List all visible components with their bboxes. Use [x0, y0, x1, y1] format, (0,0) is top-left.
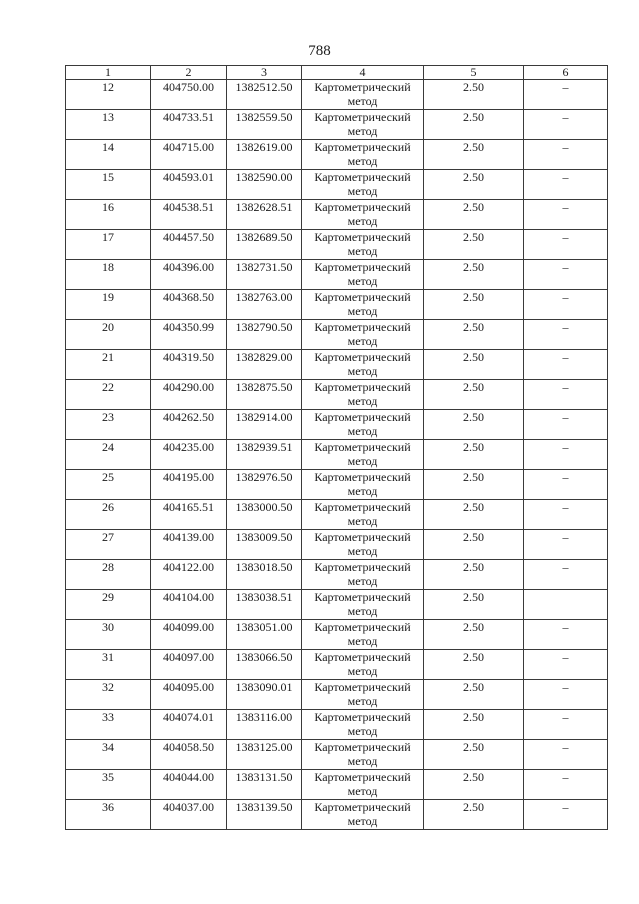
method-line-2: метод	[347, 664, 378, 678]
point-number: 34	[66, 740, 151, 770]
method-line-1: Картометрический	[314, 290, 411, 304]
accuracy-value: 2.50	[424, 170, 524, 200]
page-number: 788	[308, 43, 331, 59]
method-cell	[302, 470, 424, 500]
method-line-1: Картометрический	[314, 620, 411, 634]
method-line-2: метод	[347, 604, 378, 618]
point-number: 18	[66, 260, 151, 290]
accuracy-value: 2.50	[424, 770, 524, 800]
accuracy-value: 2.50	[424, 140, 524, 170]
method-cell	[302, 380, 424, 410]
accuracy-value: 2.50	[424, 650, 524, 680]
method-line-1: Картометрический	[314, 770, 411, 784]
note-value: –	[524, 230, 608, 260]
coordinate-x: 404122.00	[151, 560, 227, 590]
coordinate-x: 404593.01	[151, 170, 227, 200]
accuracy-value: 2.50	[424, 410, 524, 440]
coordinate-y: 1382689.50	[227, 230, 302, 260]
point-number: 25	[66, 470, 151, 500]
note-value: –	[524, 800, 608, 830]
method-cell	[302, 320, 424, 350]
coordinate-x: 404058.50	[151, 740, 227, 770]
note-value: –	[524, 440, 608, 470]
method-line-1: Картометрический	[314, 140, 411, 154]
coordinate-y: 1383125.00	[227, 740, 302, 770]
note-value: –	[524, 80, 608, 110]
accuracy-value: 2.50	[424, 560, 524, 590]
coordinate-x: 404733.51	[151, 110, 227, 140]
accuracy-value: 2.50	[424, 590, 524, 620]
note-value: –	[524, 200, 608, 230]
method-cell	[302, 500, 424, 530]
coordinate-x: 404750.00	[151, 80, 227, 110]
table-row	[66, 800, 608, 830]
table-row	[66, 140, 608, 170]
coordinate-x: 404099.00	[151, 620, 227, 650]
header-col-1: 1	[66, 66, 151, 80]
coordinate-x: 404195.00	[151, 470, 227, 500]
note-value: –	[524, 350, 608, 380]
table-row	[66, 170, 608, 200]
table-row	[66, 470, 608, 500]
point-number: 24	[66, 440, 151, 470]
note-value	[524, 590, 608, 620]
accuracy-value: 2.50	[424, 470, 524, 500]
note-value: –	[524, 530, 608, 560]
method-cell	[302, 140, 424, 170]
method-line-1: Картометрический	[314, 740, 411, 754]
header-col-5: 5	[424, 66, 524, 80]
method-cell	[302, 110, 424, 140]
method-line-2: метод	[347, 754, 378, 768]
method-line-2: метод	[347, 364, 378, 378]
point-number: 15	[66, 170, 151, 200]
accuracy-value: 2.50	[424, 290, 524, 320]
method-line-1: Картометрический	[314, 680, 411, 694]
coordinate-y: 1383051.00	[227, 620, 302, 650]
accuracy-value: 2.50	[424, 380, 524, 410]
table-row	[66, 560, 608, 590]
note-value: –	[524, 170, 608, 200]
point-number: 13	[66, 110, 151, 140]
note-value: –	[524, 110, 608, 140]
note-value: –	[524, 740, 608, 770]
method-line-1: Картометрический	[314, 380, 411, 394]
coordinate-x: 404457.50	[151, 230, 227, 260]
table-row	[66, 350, 608, 380]
coordinate-x: 404396.00	[151, 260, 227, 290]
table-row	[66, 590, 608, 620]
coordinate-y: 1383038.51	[227, 590, 302, 620]
note-value: –	[524, 320, 608, 350]
method-line-1: Картометрический	[314, 650, 411, 664]
method-cell	[302, 440, 424, 470]
note-value: –	[524, 470, 608, 500]
method-cell	[302, 80, 424, 110]
table-row	[66, 110, 608, 140]
table-row	[66, 320, 608, 350]
accuracy-value: 2.50	[424, 800, 524, 830]
method-cell	[302, 200, 424, 230]
coordinate-x: 404319.50	[151, 350, 227, 380]
coordinate-y: 1382731.50	[227, 260, 302, 290]
table-row	[66, 770, 608, 800]
table-row	[66, 200, 608, 230]
method-line-1: Картометрический	[314, 230, 411, 244]
method-line-1: Картометрический	[314, 170, 411, 184]
method-line-2: метод	[347, 574, 378, 588]
header-col-6: 6	[524, 66, 608, 80]
accuracy-value: 2.50	[424, 260, 524, 290]
coordinate-x: 404104.00	[151, 590, 227, 620]
method-line-2: метод	[347, 184, 378, 198]
note-value: –	[524, 680, 608, 710]
method-line-1: Картометрический	[314, 590, 411, 604]
method-cell	[302, 620, 424, 650]
coordinate-x: 404368.50	[151, 290, 227, 320]
coordinate-y: 1383116.00	[227, 710, 302, 740]
point-number: 32	[66, 680, 151, 710]
method-line-1: Картометрический	[314, 440, 411, 454]
coordinate-x: 404262.50	[151, 410, 227, 440]
accuracy-value: 2.50	[424, 230, 524, 260]
method-line-1: Картометрический	[314, 110, 411, 124]
table-row	[66, 80, 608, 110]
method-cell	[302, 170, 424, 200]
method-line-1: Картометрический	[314, 710, 411, 724]
coordinate-x: 404074.01	[151, 710, 227, 740]
table-row	[66, 680, 608, 710]
note-value: –	[524, 410, 608, 440]
method-line-1: Картометрический	[314, 470, 411, 484]
header-col-4: 4	[302, 66, 424, 80]
method-line-2: метод	[347, 304, 378, 318]
table-row	[66, 710, 608, 740]
coordinate-y: 1382559.50	[227, 110, 302, 140]
coordinate-y: 1382939.51	[227, 440, 302, 470]
method-cell	[302, 710, 424, 740]
point-number: 35	[66, 770, 151, 800]
table-body	[66, 80, 608, 830]
point-number: 28	[66, 560, 151, 590]
coordinate-x: 404037.00	[151, 800, 227, 830]
point-number: 12	[66, 80, 151, 110]
method-cell	[302, 560, 424, 590]
method-line-1: Картометрический	[314, 80, 411, 94]
table-row	[66, 620, 608, 650]
method-line-2: метод	[347, 784, 378, 798]
method-line-1: Картометрический	[314, 320, 411, 334]
method-line-2: метод	[347, 244, 378, 258]
accuracy-value: 2.50	[424, 350, 524, 380]
header-col-2: 2	[151, 66, 227, 80]
method-line-2: метод	[347, 484, 378, 498]
accuracy-value: 2.50	[424, 500, 524, 530]
point-number: 20	[66, 320, 151, 350]
method-line-2: метод	[347, 544, 378, 558]
table-row	[66, 530, 608, 560]
coordinate-y: 1383066.50	[227, 650, 302, 680]
coordinate-x: 404165.51	[151, 500, 227, 530]
method-line-1: Картометрический	[314, 260, 411, 274]
method-line-2: метод	[347, 514, 378, 528]
coordinate-x: 404139.00	[151, 530, 227, 560]
table-row	[66, 260, 608, 290]
note-value: –	[524, 260, 608, 290]
point-number: 16	[66, 200, 151, 230]
coordinate-y: 1382914.00	[227, 410, 302, 440]
method-line-2: метод	[347, 724, 378, 738]
method-cell	[302, 590, 424, 620]
accuracy-value: 2.50	[424, 80, 524, 110]
method-line-2: метод	[347, 154, 378, 168]
table-row	[66, 410, 608, 440]
point-number: 26	[66, 500, 151, 530]
header-col-3: 3	[227, 66, 302, 80]
coordinate-x: 404235.00	[151, 440, 227, 470]
method-line-2: метод	[347, 94, 378, 108]
point-number: 19	[66, 290, 151, 320]
method-cell	[302, 800, 424, 830]
coordinate-y: 1383018.50	[227, 560, 302, 590]
note-value: –	[524, 710, 608, 740]
accuracy-value: 2.50	[424, 530, 524, 560]
table-row	[66, 440, 608, 470]
method-cell	[302, 740, 424, 770]
accuracy-value: 2.50	[424, 320, 524, 350]
method-line-2: метод	[347, 124, 378, 138]
note-value: –	[524, 770, 608, 800]
point-number: 29	[66, 590, 151, 620]
accuracy-value: 2.50	[424, 680, 524, 710]
coordinate-y: 1383131.50	[227, 770, 302, 800]
method-line-2: метод	[347, 394, 378, 408]
coordinate-y: 1382628.51	[227, 200, 302, 230]
note-value: –	[524, 380, 608, 410]
note-value: –	[524, 500, 608, 530]
table-row	[66, 230, 608, 260]
coordinates-table	[65, 65, 608, 830]
point-number: 17	[66, 230, 151, 260]
method-line-1: Картометрический	[314, 410, 411, 424]
table-header-row	[66, 66, 608, 80]
coordinate-y: 1383090.01	[227, 680, 302, 710]
point-number: 14	[66, 140, 151, 170]
point-number: 27	[66, 530, 151, 560]
method-cell	[302, 230, 424, 260]
method-line-1: Картометрический	[314, 350, 411, 364]
table-row	[66, 650, 608, 680]
point-number: 30	[66, 620, 151, 650]
accuracy-value: 2.50	[424, 710, 524, 740]
method-line-2: метод	[347, 814, 378, 828]
point-number: 23	[66, 410, 151, 440]
method-line-1: Картометрический	[314, 200, 411, 214]
method-cell	[302, 350, 424, 380]
accuracy-value: 2.50	[424, 110, 524, 140]
coordinate-x: 404290.00	[151, 380, 227, 410]
coordinate-y: 1383000.50	[227, 500, 302, 530]
coordinate-x: 404097.00	[151, 650, 227, 680]
note-value: –	[524, 620, 608, 650]
coordinate-y: 1382512.50	[227, 80, 302, 110]
method-line-2: метод	[347, 274, 378, 288]
method-cell	[302, 650, 424, 680]
point-number: 22	[66, 380, 151, 410]
coordinate-x: 404715.00	[151, 140, 227, 170]
note-value: –	[524, 560, 608, 590]
coordinate-y: 1383009.50	[227, 530, 302, 560]
method-cell	[302, 260, 424, 290]
coordinate-x: 404350.99	[151, 320, 227, 350]
coordinate-y: 1383139.50	[227, 800, 302, 830]
coordinate-y: 1382790.50	[227, 320, 302, 350]
coordinate-y: 1382875.50	[227, 380, 302, 410]
coordinate-y: 1382763.00	[227, 290, 302, 320]
method-line-1: Картометрический	[314, 500, 411, 514]
coordinate-y: 1382829.00	[227, 350, 302, 380]
method-line-2: метод	[347, 214, 378, 228]
point-number: 33	[66, 710, 151, 740]
table-row	[66, 290, 608, 320]
table-row	[66, 500, 608, 530]
note-value: –	[524, 650, 608, 680]
coordinate-x: 404538.51	[151, 200, 227, 230]
accuracy-value: 2.50	[424, 740, 524, 770]
accuracy-value: 2.50	[424, 620, 524, 650]
method-line-1: Картометрический	[314, 560, 411, 574]
coordinate-y: 1382619.00	[227, 140, 302, 170]
method-cell	[302, 530, 424, 560]
point-number: 36	[66, 800, 151, 830]
method-cell	[302, 680, 424, 710]
method-line-2: метод	[347, 454, 378, 468]
table-row	[66, 380, 608, 410]
accuracy-value: 2.50	[424, 200, 524, 230]
coordinate-y: 1382590.00	[227, 170, 302, 200]
coordinate-y: 1382976.50	[227, 470, 302, 500]
point-number: 21	[66, 350, 151, 380]
table-row	[66, 740, 608, 770]
point-number: 31	[66, 650, 151, 680]
method-cell	[302, 410, 424, 440]
method-line-2: метод	[347, 424, 378, 438]
method-line-2: метод	[347, 334, 378, 348]
note-value: –	[524, 140, 608, 170]
method-cell	[302, 770, 424, 800]
coordinate-x: 404095.00	[151, 680, 227, 710]
method-line-1: Картометрический	[314, 800, 411, 814]
method-cell	[302, 290, 424, 320]
accuracy-value: 2.50	[424, 440, 524, 470]
method-line-2: метод	[347, 694, 378, 708]
coordinate-x: 404044.00	[151, 770, 227, 800]
note-value: –	[524, 290, 608, 320]
method-line-1: Картометрический	[314, 530, 411, 544]
method-line-2: метод	[347, 634, 378, 648]
